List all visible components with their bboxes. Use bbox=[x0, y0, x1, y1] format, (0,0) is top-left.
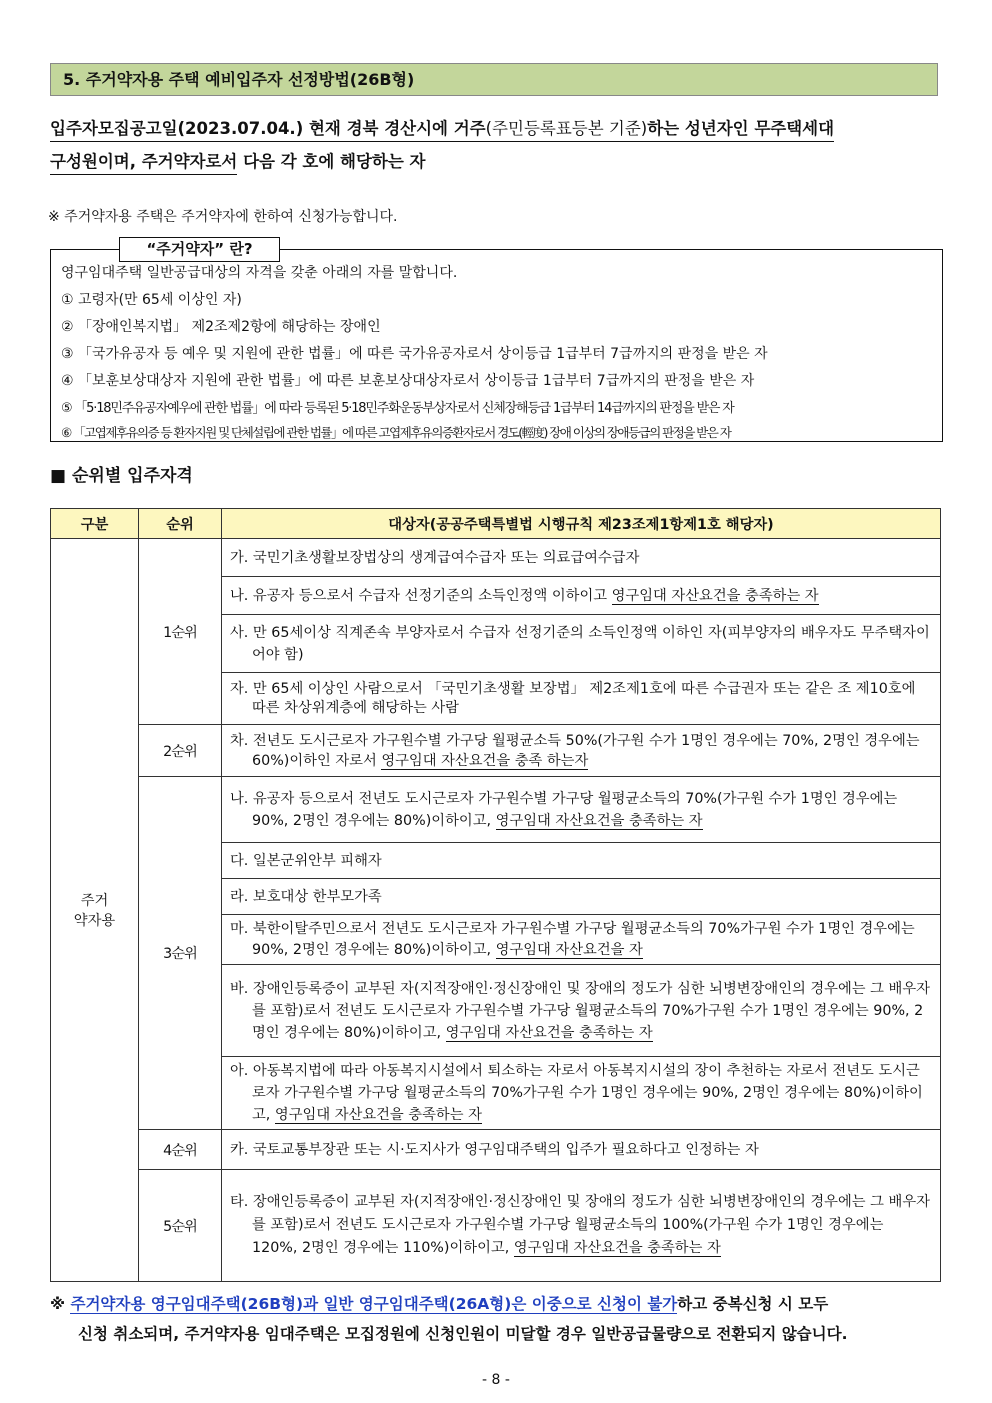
header-target: 대상자(공공주택특별법 시행규칙 제23조제1항제1호 해당자) bbox=[222, 509, 941, 539]
table-row bbox=[51, 1170, 941, 1282]
footer-text: 하고 중복신청 시 모두 bbox=[677, 1295, 829, 1313]
definition-item: ③ 「국가유공자 등 예우 및 지원에 관한 법률」에 따른 국가유공자로서 상이등급 1급부터 7급까지의 판정을 받은 자 bbox=[61, 346, 768, 362]
rank-cell: 5순위 bbox=[139, 1170, 222, 1282]
category-label: 주거 약자용 bbox=[73, 893, 116, 929]
table-cell bbox=[222, 965, 941, 1057]
definition-item: ① 고령자(만 65세 이상인 자) bbox=[61, 292, 242, 308]
eligibility-table bbox=[50, 508, 941, 1282]
table-row bbox=[51, 777, 941, 843]
definition-lead: 영구임대주택 일반공급대상의 자격을 갖춘 아래의 자를 말합니다. bbox=[61, 265, 458, 281]
footer-highlight: 주거약자용 영구임대주택(26B형)과 일반 영구임대주택(26A형)은 이중으로 신청이 불가 bbox=[70, 1295, 678, 1313]
cell-underlined-text: 영구임대 자산요건을 자 bbox=[495, 941, 643, 958]
cell-text: 마. 북한이탈주민으로서 전년도 도시근로자 가구원수별 가구당 월평균소득의 70%가구원 수가 1명인 경우에는 90%, 2명인 경우에는 80%)이하이고, bbox=[230, 920, 915, 958]
rank-cell: 2순위 bbox=[139, 725, 222, 777]
rank-cell: 4순위 bbox=[139, 1130, 222, 1170]
intro-line-1 bbox=[50, 118, 942, 140]
cell-text: 사. 만 65세이상 직계존속 부양자로서 수급자 선정기준의 소득인정액 이하인 자(피부양자의 배우자도 무주택자이어야 함) bbox=[230, 624, 930, 663]
footer-line-2: 신청 취소되며, 주거약자용 임대주택은 모집정원에 신청인원이 미달할 경우 일반공급물량으로 전환되지 않습니다. bbox=[78, 1325, 848, 1343]
table-cell bbox=[222, 725, 941, 777]
footer-mark: ※ bbox=[50, 1295, 71, 1313]
cell-text: 자. 만 65세 이상인 사람으로서 「국민기초생활 보장법」 제2조제1호에 따른 수급권자 또는 같은 조 제10호에 따른 차상위계층에 해당하는 사람 bbox=[230, 680, 916, 716]
cell-text: 차. 전년도 도시근로자 가구원수별 가구당 월평균소득 50%(가구원 수가 1명인 경우에는 70%, 2명인 경우에는 60%)이하인 자로서 bbox=[230, 732, 920, 769]
footer-line-1 bbox=[50, 1292, 942, 1314]
intro-1b: (주민등록표등본 기준) bbox=[485, 119, 648, 138]
cell-text: 바. 장애인등록증이 교부된 자(지적장애인·정신장애인 및 장애의 정도가 심한 뇌병변장애인의 경우에는 그 배우자를 포함)로서 전년도 도시근로자 가구원수별 가구당 월평균소득의 70%가구원 수가 1명인 경우에는 90%, 2명인 경우에는 80%)이하이고, bbox=[230, 980, 930, 1041]
page-number: - 8 - bbox=[482, 1372, 510, 1388]
header-rank: 순위 bbox=[139, 509, 222, 539]
definition-box bbox=[50, 240, 943, 442]
table-cell bbox=[222, 577, 941, 615]
cell-text: 아. 아동복지법에 따라 아동복지시설에서 퇴소하는 자로서 아동복지시설의 장이 추천하는 자로서 전년도 도시근로자 가구원수별 가구당 월평균소득의 70%가구원 수가 1명인 경우에는 90%, 2명인 경우에는 80%)이하이고, bbox=[230, 1063, 923, 1123]
cell-text: 나. 유공자 등으로서 전년도 도시근로자 가구원수별 가구당 월평균소득의 70%(가구원 수가 1명인 경우에는 90%, 2명인 경우에는 80%)이하이고, bbox=[230, 790, 898, 829]
table-cell bbox=[222, 1170, 941, 1282]
table-cell: 라. 보호대상 한부모가족 bbox=[222, 879, 941, 915]
intro-2a: 구성원이며, 주거약자로서 bbox=[50, 152, 237, 175]
cell-underlined-text: 영구임대 자산요건을 충족하는 자 bbox=[611, 587, 819, 604]
cell-text: 나. 유공자 등으로서 수급자 선정기준의 소득인정액 이하이고 bbox=[230, 587, 612, 604]
table-cell bbox=[222, 1057, 941, 1130]
table-row bbox=[51, 539, 941, 577]
intro-1a: 입주자모집공고일(2023.07.04.) 현재 경북 경산시에 거주 bbox=[50, 119, 486, 138]
table-row bbox=[51, 725, 941, 777]
table-header-row bbox=[51, 509, 941, 539]
rank-cell: 1순위 bbox=[139, 539, 222, 725]
section-heading: ■ 순위별 입주자격 bbox=[50, 466, 193, 486]
definition-item: ⑥ 「고엽제후유의증 등 환자지원 및 단체설립에 관한 법률」에 따른 고엽제후유의증환자로서 경도(輕度) 장애 이상의 장애등급의 판정을 받은 자 bbox=[61, 425, 731, 440]
cell-text: 타. 장애인등록증이 교부된 자(지적장애인·정신장애인 및 장애의 정도가 심한 뇌병변장애인의 경우에는 그 배우자를 포함)로서 전년도 도시근로자 가구원수별 가구당 월평균소득의 100%(가구원 수가 1명인 경우에는 120%, 2명인 경우에는 110%)이하이고, bbox=[230, 1194, 930, 1256]
cell-underlined-text: 영구임대 자산요건을 충족하는 자 bbox=[513, 1240, 721, 1256]
intro-1c: 하는 성년자인 무주택세대 bbox=[647, 119, 835, 138]
intro-line-2 bbox=[50, 151, 942, 173]
section-title: 5. 주거약자용 주택 예비입주자 선정방법(26B형) bbox=[50, 63, 938, 96]
table-cell bbox=[222, 915, 941, 965]
intro-2b: 다음 각 호에 해당하는 자 bbox=[237, 152, 426, 171]
definition-item: ② 「장애인복지법」 제2조제2항에 해당하는 장애인 bbox=[61, 319, 381, 335]
cell-underlined-text: 영구임대 자산요건을 충족하는 자 bbox=[274, 1107, 482, 1123]
table-cell bbox=[222, 777, 941, 843]
definition-item: ④ 「보훈보상대상자 지원에 관한 법률」에 따른 보훈보상대상자로서 상이등급 1급부터 7급까지의 판정을 받은 자 bbox=[61, 373, 755, 389]
rank-cell: 3순위 bbox=[139, 777, 222, 1130]
table-row bbox=[51, 1130, 941, 1170]
definition-title: “주거약자” 란? bbox=[119, 237, 280, 262]
table-cell bbox=[222, 615, 941, 673]
header-category: 구분 bbox=[51, 509, 139, 539]
table-cell: 가. 국민기초생활보장법상의 생계급여수급자 또는 의료급여수급자 bbox=[222, 539, 941, 577]
cell-underlined-text: 영구임대 자산요건을 충족하는 자 bbox=[445, 1024, 653, 1041]
cell-underlined-text: 영구임대 자산요건을 충족하는 자 bbox=[495, 812, 703, 829]
notice-text: ※ 주거약자용 주택은 주거약자에 한하여 신청가능합니다. bbox=[48, 209, 398, 225]
definition-item: ⑤ 「5·18민주유공자예우에 관한 법률」에 따라 등록된 5·18민주화운동부상자로서 신체장해등급 1급부터 14급까지의 판정을 받은 자 bbox=[61, 401, 734, 416]
table-cell: 카. 국토교통부장관 또는 시·도지사가 영구임대주택의 입주가 필요하다고 인정하는 자 bbox=[222, 1130, 941, 1170]
table-cell: 다. 일본군위안부 피해자 bbox=[222, 843, 941, 879]
table-cell bbox=[222, 673, 941, 725]
cell-underlined-text: 영구임대 자산요건을 충족 하는자 bbox=[381, 752, 589, 769]
category-cell bbox=[51, 539, 139, 1282]
